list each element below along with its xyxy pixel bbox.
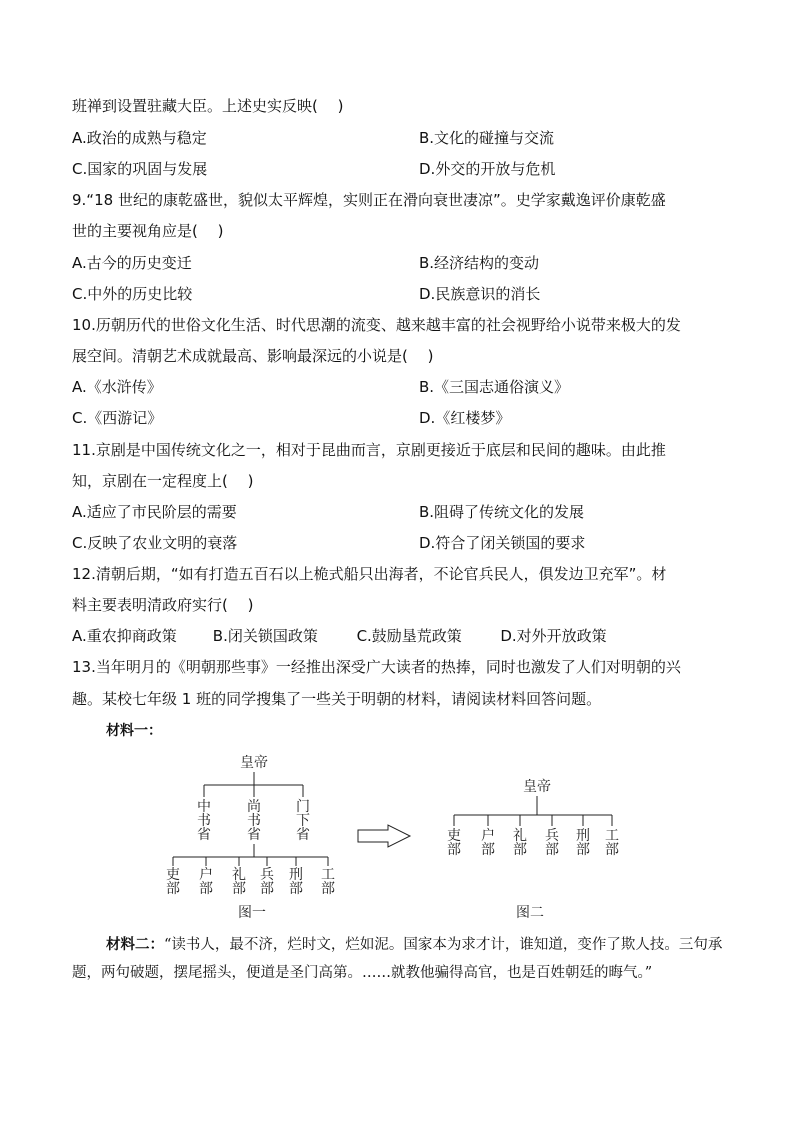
question-13-stem-2: 趣。某校七年级 1 班的同学搜集了一些关于明朝的材料，请阅读材料回答问题。 [72, 690, 602, 708]
fig2-bottom-node: 刑部 [576, 828, 590, 858]
option-b: B.经济结构的变动 [419, 254, 540, 272]
question-11-stem-2: 知，京剧在一定程度上( ) [72, 472, 254, 490]
question-12-stem-2: 料主要表明清政府实行( ) [72, 596, 254, 614]
fig1-bottom-nodes [166, 866, 335, 897]
fig1-bottom-node: 刑部 [289, 867, 303, 897]
fig2-bottom-node: 吏部 [447, 828, 461, 858]
material-2 [72, 931, 726, 987]
fig2-bottom-node: 户部 [481, 828, 495, 858]
question-8-stem: 班禅到设置驻藏大臣。上述史实反映( ) [72, 97, 344, 115]
option-b: B.文化的碰撞与交流 [419, 129, 555, 147]
question-9-stem-1: 9.“18 世纪的康乾盛世，貌似太平辉煌，实则正在滑向衰世凄凉”。史学家戴逸评价康乾盛 [72, 191, 666, 209]
option-c: C.《西游记》 [72, 409, 163, 427]
fig2-bottom-nodes [447, 827, 619, 858]
fig1-mid-nodes [197, 798, 310, 843]
fig1-bottom-node: 户部 [199, 867, 213, 897]
option-b: B.阻碍了传统文化的发展 [419, 503, 585, 521]
material-2-text: “读书人，最不济，烂时文，烂如泥。国家本为求才计，谁知道，变作了欺人技。三句承题，两句破题，摆尾摇头，便道是圣门高第。……就教他骗得高官，也是百姓朝廷的晦气。” [72, 937, 723, 981]
fig1-bottom-node: 工部 [321, 867, 335, 897]
fig2-caption: 图二 [516, 905, 544, 921]
fig1-mid-node: 中书省 [197, 799, 211, 843]
fig1-top-node: 皇帝 [240, 755, 268, 771]
question-12-stem-1: 12.清朝后期，“如有打造五百石以上桅式船只出海者，不论官兵民人，俱发边卫充军”。材 [72, 565, 667, 583]
fig1-bottom-node: 兵部 [260, 867, 274, 897]
option-d: D.民族意识的消长 [419, 285, 541, 303]
question-10-stem-2: 展空间。清朝艺术成就最高、影响最深远的小说是( ) [72, 347, 434, 365]
material-2-label: 材料二： [106, 937, 164, 953]
option-a: A.古今的历史变迁 [72, 254, 192, 272]
option-c: C.反映了农业文明的衰落 [72, 534, 238, 552]
fig1-mid-node: 门下省 [296, 799, 310, 843]
fig2-bottom-node: 工部 [605, 828, 619, 858]
option-a: A.政治的成熟与稳定 [72, 129, 207, 147]
option-b: B.《三国志通俗演义》 [419, 378, 570, 396]
question-11-stem-1: 11.京剧是中国传统文化之一，相对于昆曲而言，京剧更接近于底层和民间的趣味。由此推 [72, 441, 666, 459]
option-c: C.中外的历史比较 [72, 285, 193, 303]
fig1-mid-node: 尚书省 [247, 799, 261, 843]
question-10-stem-1: 10.历朝历代的世俗文化生活、时代思潮的流变、越来越丰富的社会视野给小说带来极大的发 [72, 316, 681, 334]
option-c: C.国家的巩固与发展 [72, 160, 208, 178]
fig1-bottom-node: 吏部 [166, 867, 180, 897]
fig1-caption: 图一 [238, 905, 266, 921]
option-a: A.重农抑商政策 [72, 627, 177, 645]
option-d: D.《红楼梦》 [419, 409, 511, 427]
fig2-top-node: 皇帝 [523, 779, 551, 795]
option-a: A.《水浒传》 [72, 378, 162, 396]
fig2-bottom-node: 礼部 [513, 828, 527, 858]
fig2-bottom-node: 兵部 [545, 828, 559, 858]
option-d: D.符合了闭关锁国的要求 [419, 534, 586, 552]
option-c: C.鼓励垦荒政策 [356, 627, 462, 645]
question-9-stem-2: 世的主要视角应是( ) [72, 222, 224, 240]
material-1-label: 材料一： [106, 723, 162, 739]
option-b: B.闭关锁国政策 [212, 627, 318, 645]
fig1-bottom-node: 礼部 [232, 867, 246, 897]
question-13-stem-1: 13.当年明月的《明朝那些事》一经推出深受广大读者的热捧，同时也激发了人们对明朝的兴 [72, 658, 681, 676]
option-d: D.对外开放政策 [500, 627, 607, 645]
option-d: D.外交的开放与危机 [419, 160, 556, 178]
option-a: A.适应了市民阶层的需要 [72, 503, 237, 521]
